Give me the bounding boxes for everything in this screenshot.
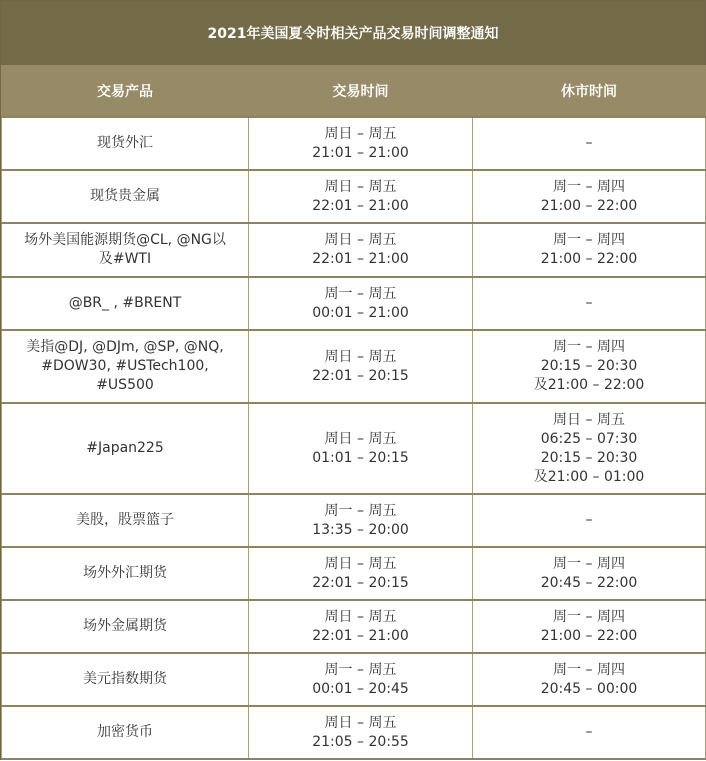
column-header-product: 交易产品 [2, 65, 249, 117]
trading-time-cell: 周日 – 周五 22:01 – 21:00 [249, 223, 473, 277]
column-header-closed-time: 休市时间 [473, 65, 706, 117]
product-cell: 现货贵金属 [2, 170, 249, 223]
closed-time-cell: 周一 – 周四 20:15 – 20:30 及21:00 – 22:00 [473, 330, 706, 403]
table-row [2, 547, 706, 600]
header-row [2, 65, 706, 117]
closed-time-cell: – [473, 117, 706, 170]
closed-time-cell: 周一 – 周四 21:00 – 22:00 [473, 170, 706, 223]
closed-time-cell: 周一 – 周四 20:45 – 00:00 [473, 653, 706, 706]
closed-time-cell: – [473, 494, 706, 547]
product-cell: 美元指数期货 [2, 653, 249, 706]
product-cell: 美股，股票篮子 [2, 494, 249, 547]
trading-time-cell: 周日 – 周五 21:01 – 21:00 [249, 117, 473, 170]
trading-time-cell: 周日 – 周五 22:01 – 21:00 [249, 600, 473, 653]
product-cell: 场外金属期货 [2, 600, 249, 653]
table-row [2, 223, 706, 277]
table-row [2, 403, 706, 494]
trading-time-cell: 周一 – 周五 13:35 – 20:00 [249, 494, 473, 547]
table-row [2, 653, 706, 706]
column-header-trading-time: 交易时间 [249, 65, 473, 117]
table-body [2, 117, 706, 759]
product-cell: @BR_ , #BRENT [2, 277, 249, 330]
product-cell: 场外美国能源期货@CL, @NG以 及#WTI [2, 223, 249, 277]
closed-time-cell: 周一 – 周四 21:00 – 22:00 [473, 223, 706, 277]
trading-time-cell: 周日 – 周五 22:01 – 21:00 [249, 170, 473, 223]
closed-time-cell: 周日 – 周五 06:25 – 07:30 20:15 – 20:30 及21:00 – 01:00 [473, 403, 706, 494]
trading-time-cell: 周一 – 周五 00:01 – 21:00 [249, 277, 473, 330]
trading-time-cell: 周日 – 周五 21:05 – 20:55 [249, 706, 473, 759]
table-row [2, 706, 706, 759]
table-row [2, 170, 706, 223]
table-row [2, 277, 706, 330]
trading-time-cell: 周日 – 周五 22:01 – 20:15 [249, 330, 473, 403]
product-cell: 场外外汇期货 [2, 547, 249, 600]
table-title: 2021年美国夏令时相关产品交易时间调整通知 [1, 1, 705, 65]
trading-hours-table [1, 65, 706, 760]
product-cell: 现货外汇 [2, 117, 249, 170]
product-cell: #Japan225 [2, 403, 249, 494]
trading-time-cell: 周日 – 周五 01:01 – 20:15 [249, 403, 473, 494]
trading-time-cell: 周日 – 周五 22:01 – 20:15 [249, 547, 473, 600]
product-cell: 美指@DJ, @DJm, @SP, @NQ, #DOW30, #USTech100, #US500 [2, 330, 249, 403]
table-row [2, 600, 706, 653]
product-cell: 加密货币 [2, 706, 249, 759]
table-row [2, 330, 706, 403]
closed-time-cell: – [473, 277, 706, 330]
table-row [2, 494, 706, 547]
trading-time-cell: 周一 – 周五 00:01 – 20:45 [249, 653, 473, 706]
closed-time-cell: – [473, 706, 706, 759]
closed-time-cell: 周一 – 周四 21:00 – 22:00 [473, 600, 706, 653]
table-row [2, 117, 706, 170]
closed-time-cell: 周一 – 周四 20:45 – 22:00 [473, 547, 706, 600]
